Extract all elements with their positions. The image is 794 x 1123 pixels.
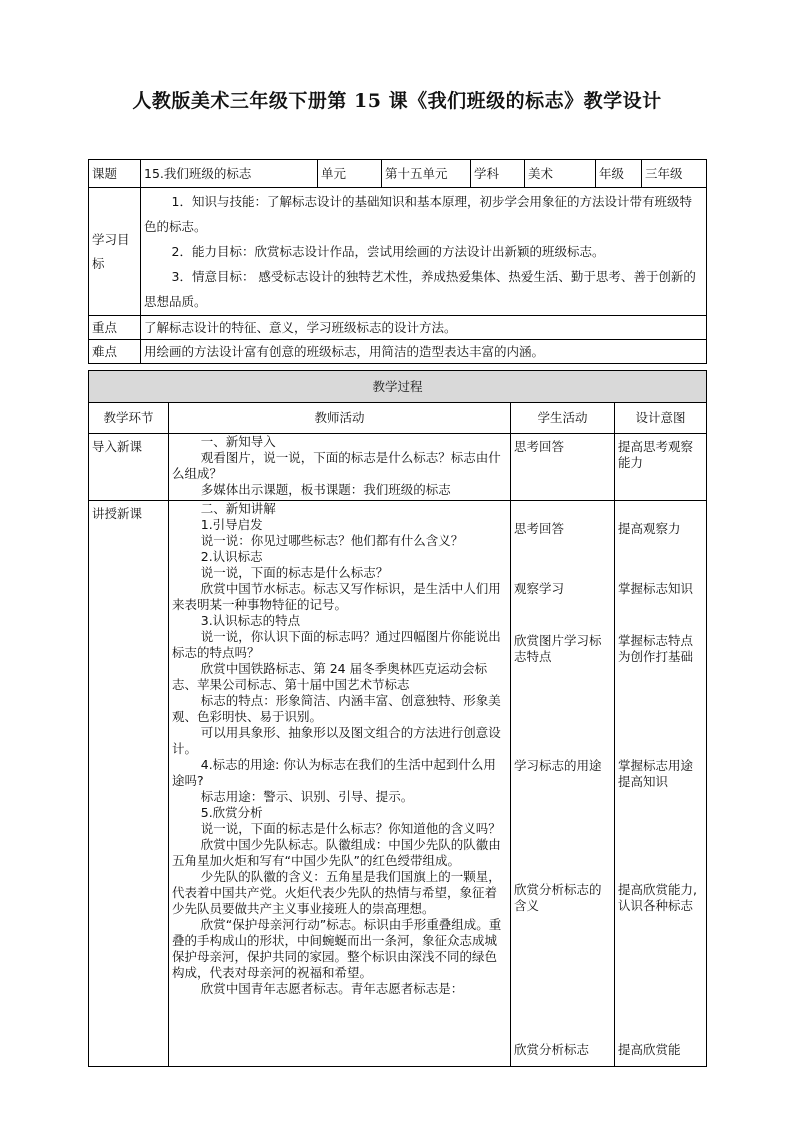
teacher-line: 欣赏中国少先队标志。队徽组成：中国少先队的队徽由五角星加火炬和写有“中国少先队”的红色绶带组成。 [172,837,501,868]
teacher-line: 一、新知导入 [200,434,276,449]
teaching-process-table [88,370,707,1067]
header-student: 学生活动 [511,403,615,434]
student-activity: 观察学习 [514,581,565,596]
document-title: 人教版美术三年级下册第 15 课《我们班级的标志》教学设计 [132,90,662,112]
student-activity: 学习标志的用途 [514,758,602,773]
process-banner-row [89,371,707,403]
intro-stage: 导入新课 [89,434,169,501]
grade-value: 三年级 [642,160,707,188]
difficulty-text: 用绘画的方法设计富有创意的班级标志，用简洁的造型表达丰富的内涵。 [141,340,707,364]
header-intent: 设计意图 [615,403,707,434]
teacher-line: 4.标志的用途: 你认为标志在我们的生活中起到什么用途吗? [172,757,496,788]
student-activity: 思考回答 [514,521,565,536]
teacher-line: 说一说：你见过哪些标志？他们都有什么含义？ [200,533,464,548]
teacher-line: 欣赏中国青年志愿者标志。青年志愿者标志是： [200,981,464,996]
header-stage: 教学环节 [89,403,169,434]
key-text: 了解标志设计的特征、意义，学习班级标志的设计方法。 [141,316,707,340]
teacher-line: 3.认识标志的特点 [200,613,301,628]
key-label: 重点 [89,316,141,340]
teacher-line: 说一说，下面的标志是什么标志？ [200,565,389,580]
teacher-line: 说一说，下面的标志是什么标志？你知道他的含义吗？ [200,821,501,836]
design-intent: 提高欣赏能力,认识各种标志 [618,882,697,913]
subject-label: 学科 [471,160,525,188]
design-intent: 掌握标志特点为创作打基础 [618,633,694,664]
teacher-line: 标志的特点：形象简洁、内涵丰富、创意独特、形象美观、色彩明快、易于识别。 [172,693,501,724]
teacher-line: 2.认识标志 [200,549,263,564]
teacher-line: 标志用途：警示、识别、引导、提示。 [200,789,414,804]
header-teacher: 教师活动 [169,403,511,434]
process-banner: 教学过程 [89,371,707,403]
teacher-line: 少先队的队徽的含义：五角星是我们国旗上的一颗星，代表着中国共产党。火炬代表少先队的热情与希望，象征着少先队员要做共产主义事业接班人的崇高理想。 [172,869,501,916]
key-row [89,316,707,340]
intro-intent: 提高思考观察能力 [615,434,707,501]
topic-value: 15.我们班级的标志 [141,160,318,188]
subject-value: 美术 [525,160,596,188]
goal-item: 2．能力目标：欣赏标志设计作品，尝试用绘画的方法设计出新颖的班级标志。 [171,244,605,259]
teacher-line: 说一说，你认识下面的标志吗？通过四幅图片你能说出标志的特点吗？ [172,629,501,660]
design-intent: 提高欣赏能 [618,1042,681,1057]
teacher-line: 二、新知讲解 [200,501,276,516]
unit-label: 单元 [318,160,382,188]
intro-row [89,434,707,501]
grade-label: 年级 [596,160,642,188]
goals-content [141,188,707,316]
goal-item: 3．情意目标： 感受标志设计的独特艺术性，养成热爱集体、热爱生活、勤于思考、善于创新的思想品质。 [144,269,696,309]
info-row [89,160,707,188]
goal-item: 1．知识与技能：了解标志设计的基础知识和基本原理，初步学会用象征的方法设计带有班级特色的标志。 [144,194,692,234]
unit-value: 第十五单元 [382,160,471,188]
difficulty-label: 难点 [89,340,141,364]
main-stage: 讲授新课 [89,501,169,1067]
student-activity: 欣赏图片学习标志特点 [514,633,602,664]
main-teacher [169,501,511,1067]
topic-label: 课题 [89,160,141,188]
teacher-line: 多媒体出示课题，板书课题：我们班级的标志 [200,482,451,497]
design-intent: 掌握标志用途提高知识 [618,758,694,789]
teacher-line: 可以用具象形、抽象形以及图文组合的方法进行创意设计。 [172,725,501,756]
teacher-line: 欣赏“保护母亲河行动”标志。标识由手形重叠组成。重叠的手构成山的形状，中间蜿蜒而出一条河，象征众志成城保护母亲河，保护共同的家园。整个标识由深浅不同的绿色构成，代表对母亲河的祝福和希望。 [172,917,502,980]
goals-label: 学习目标 [89,188,141,316]
design-intent: 提高观察力 [618,521,681,536]
teacher-line: 1.引导启发 [200,517,263,532]
goals-row [89,188,707,316]
lesson-info-table [88,159,707,364]
main-intent [615,501,707,1067]
main-row [89,501,707,1067]
teacher-line: 欣赏中国铁路标志、第 24 届冬季奥林匹克运动会标志、苹果公司标志、第十届中国艺术节标志 [172,661,488,692]
student-activity: 欣赏分析标志 [514,1042,590,1057]
student-activity: 欣赏分析标志的含义 [514,882,602,913]
teacher-line: 5.欣赏分析 [200,805,263,820]
design-intent: 掌握标志知识 [618,581,694,596]
process-header-row [89,403,707,434]
main-student [511,501,615,1067]
intro-teacher [169,434,511,501]
teacher-line: 欣赏中国节水标志。标志又写作标识，是生活中人们用来表明某一种事物特征的记号。 [172,581,501,612]
intro-student: 思考回答 [511,434,615,501]
teacher-line: 观看图片，说一说，下面的标志是什么标志？标志由什么组成？ [172,450,501,481]
difficulty-row [89,340,707,364]
